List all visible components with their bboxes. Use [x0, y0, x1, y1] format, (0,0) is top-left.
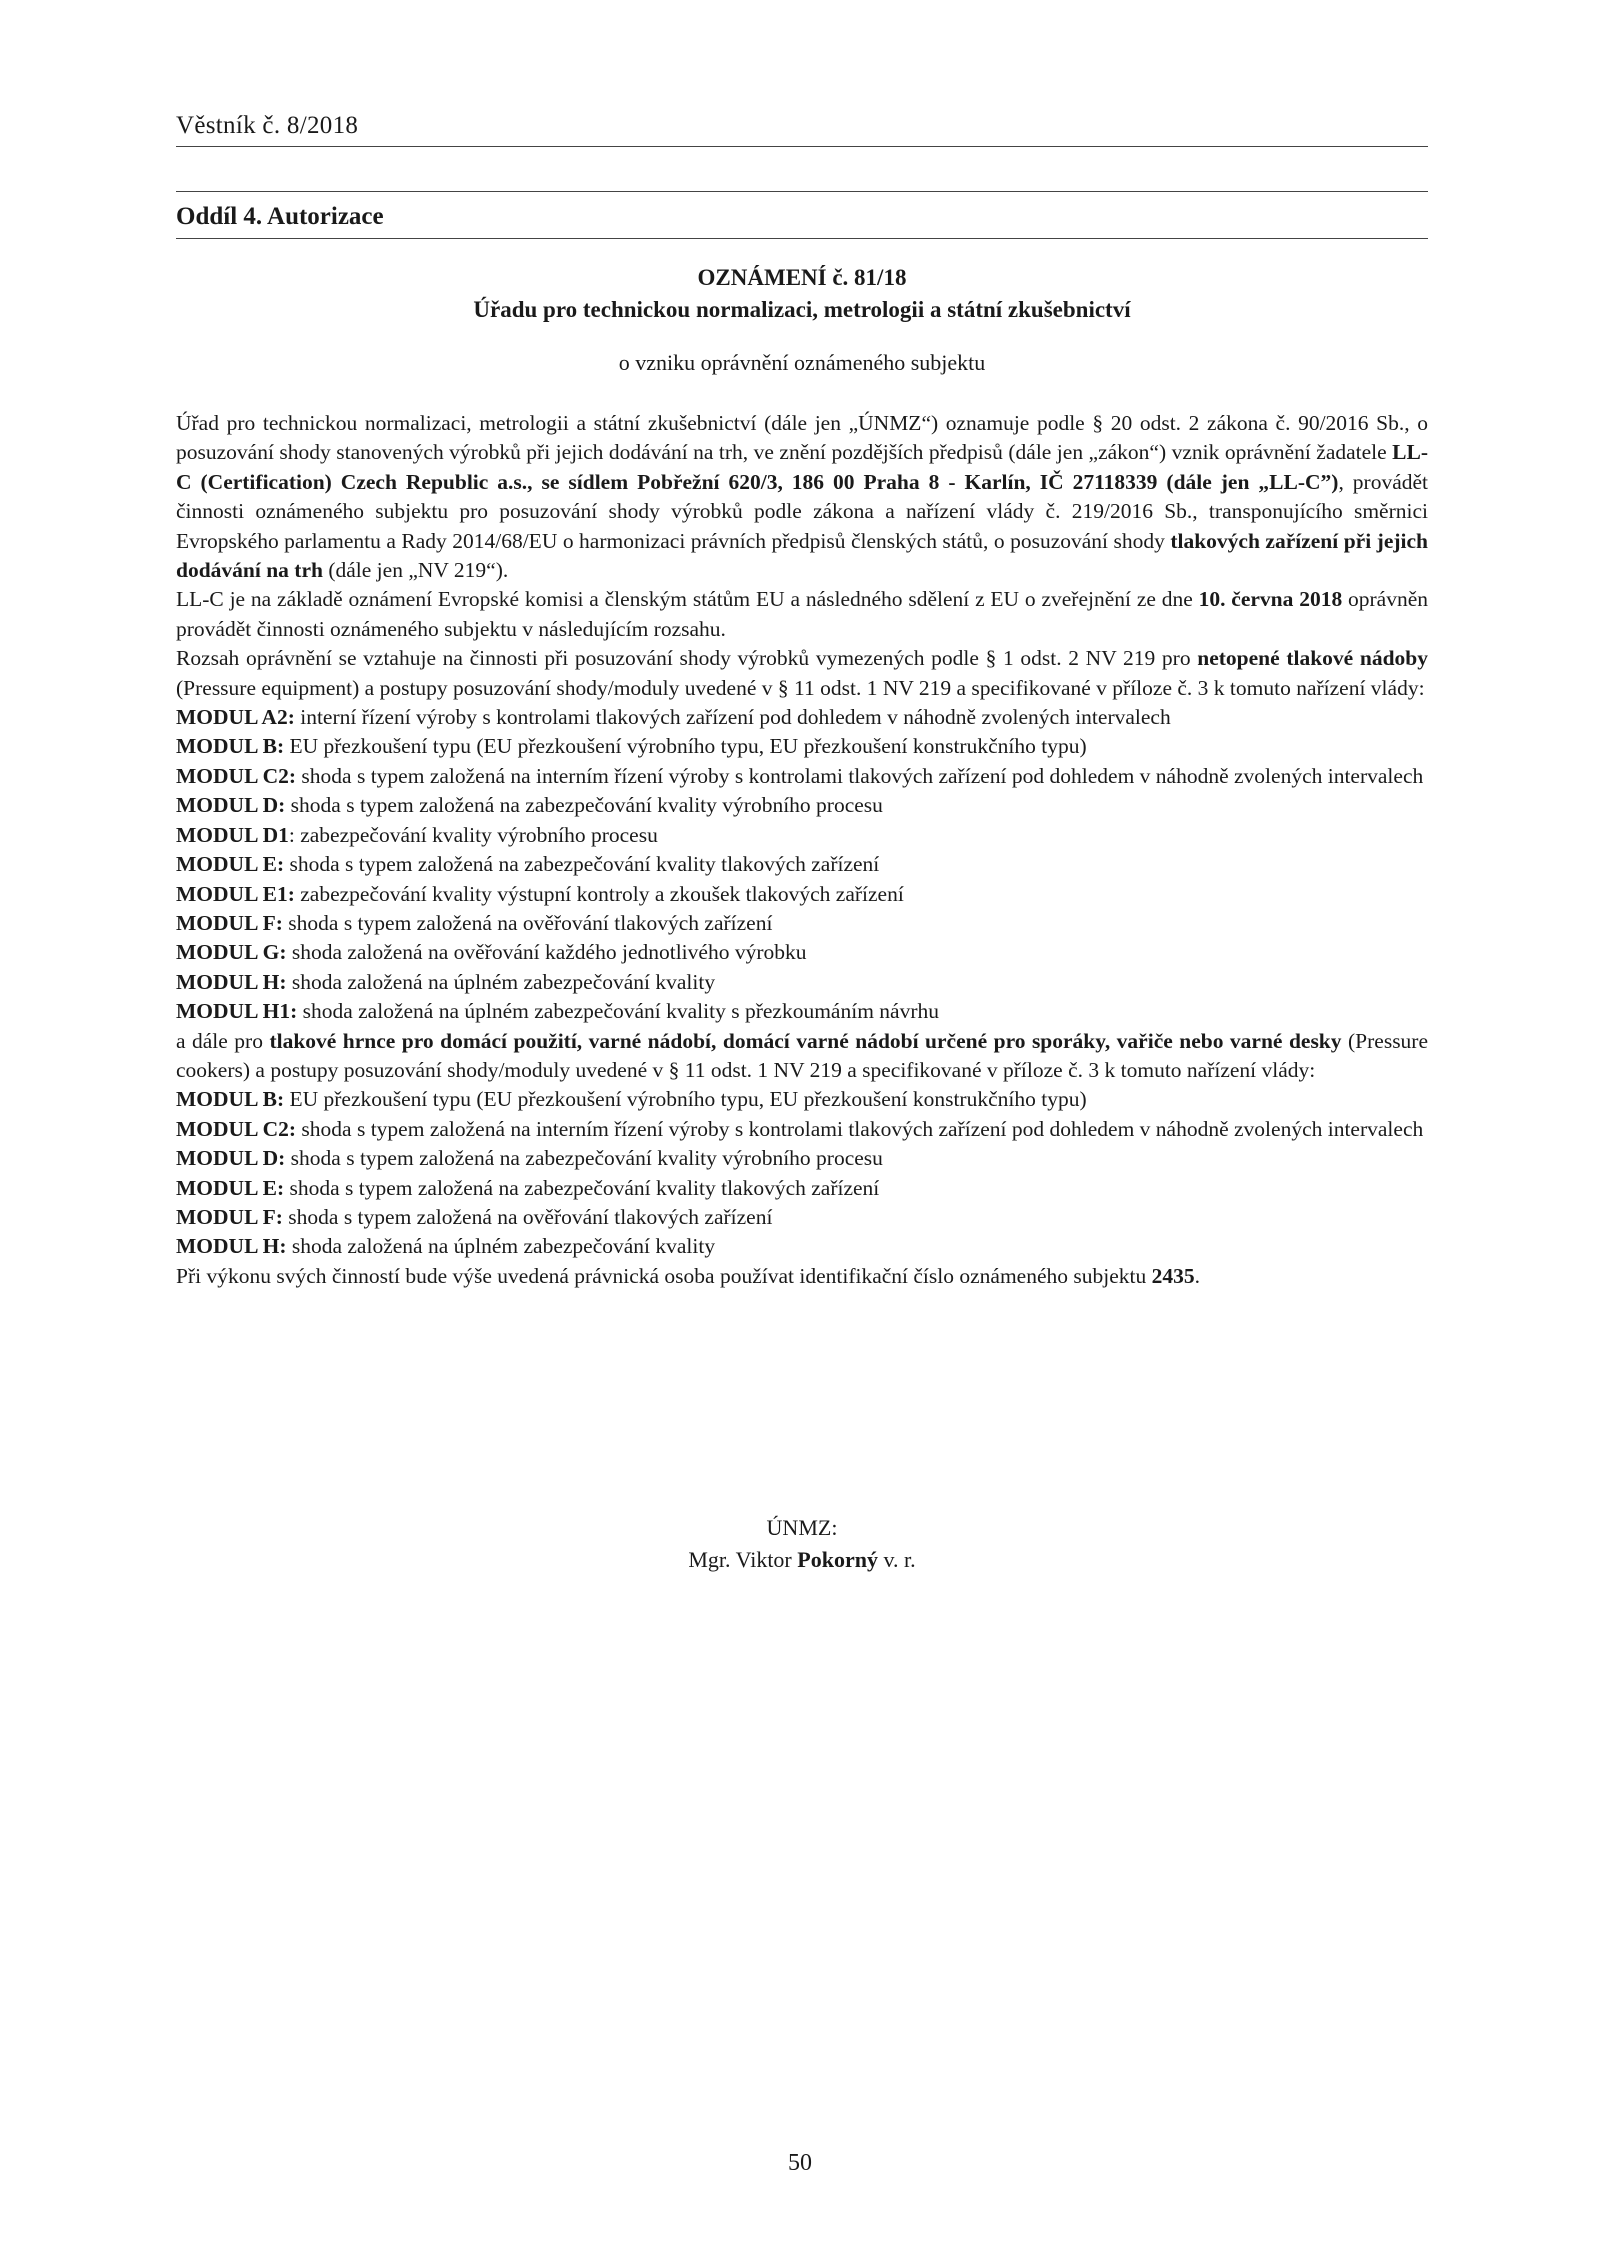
body-paragraph: [176, 1203, 1428, 1232]
bold-run: MODUL B:: [176, 1087, 285, 1112]
bold-run: MODUL D:: [176, 793, 286, 818]
text-run: .: [1194, 1263, 1201, 1288]
bold-run: MODUL H1:: [176, 999, 298, 1024]
text-run: interní řízení výroby s kontrolami tlakových zařízení pod dohledem v náhodně zvolených intervalech: [294, 705, 1171, 730]
text-run: shoda s typem založená na interním řízení výroby s kontrolami tlakových zařízení pod dohledem v náhodně zvolených intervalech: [296, 763, 1424, 788]
text-run: shoda s typem založená na zabezpečování kvality tlakových zařízení: [284, 1175, 880, 1200]
body-paragraph: [176, 644, 1428, 703]
body-paragraph: [176, 703, 1428, 732]
text-run: shoda s typem založená na interním řízení výroby s kontrolami tlakových zařízení pod dohledem v náhodně zvolených intervalech: [296, 1116, 1424, 1141]
text-run: EU přezkoušení typu (EU přezkoušení výrobního typu, EU přezkoušení konstrukčního typu): [284, 1087, 1087, 1112]
text-run: Úřad pro technickou normalizaci, metrologii a státní zkušebnictví (dále jen „ÚNMZ“) oznamuje podle § 20 odst. 2 zákona č. 90/2016 Sb., o posuzování shody stanovených výrobků při jejich dodávání na trh, ve znění pozdějších předpisů (dále jen „zákon“) vznik oprávnění žadatele: [176, 411, 1428, 465]
notice-body: [176, 409, 1428, 1291]
page-number: 50: [788, 2150, 812, 2176]
bold-run: MODUL F:: [176, 1204, 283, 1229]
body-paragraph: [176, 850, 1428, 879]
text-run: : zabezpečování kvality výrobního procesu: [288, 822, 658, 847]
section-rule-top: [176, 191, 1428, 192]
bold-run: tlakových zařízení při jejich dodávání na trh: [176, 528, 1428, 583]
signature-office: ÚNMZ:: [766, 1515, 838, 1540]
body-paragraph: [176, 762, 1428, 791]
body-paragraph: [176, 938, 1428, 967]
body-paragraph: [176, 997, 1428, 1026]
bold-run: MODUL B:: [176, 734, 285, 759]
bold-run: MODUL E:: [176, 852, 285, 877]
bold-run: MODUL A2:: [176, 705, 295, 730]
signature-surname: Pokorný: [797, 1547, 878, 1572]
bold-run: MODUL E1:: [176, 881, 295, 906]
signature-name-prefix: Mgr. Viktor: [688, 1547, 798, 1572]
bold-run: 10. června 2018: [1198, 587, 1343, 612]
bold-run: LL-C (Certification) Czech Republic a.s., se sídlem Pobřežní 620/3, 186 00 Praha 8 - Karlín, IČ 27118339 (dále jen „LL-C”): [176, 440, 1428, 494]
journal-header: Věstník č. 8/2018: [176, 112, 359, 139]
text-run: , provádět činnosti oznámeného subjektu pro posuzování shody výrobků podle zákona a nařízení vlády č. 219/2016 Sb., transponujícího směrnici Evropského parlamentu a Rady 2014/68/EU o harmonizaci právních předpisů členských států, o posuzování shody: [176, 469, 1429, 553]
text-run: shoda založená na úplném zabezpečování kvality s přezkoumáním návrhu: [297, 999, 940, 1024]
bold-run: netopené tlakové nádoby: [1197, 646, 1428, 671]
bold-run: MODUL C2:: [176, 763, 297, 788]
body-paragraph: [176, 585, 1428, 644]
body-paragraph: [176, 732, 1428, 761]
section-rule-bottom: [176, 238, 1428, 239]
bold-run: MODUL H:: [176, 1234, 287, 1259]
bold-run: tlakové hrnce pro domácí použití, varné nádobí, domácí varné nádobí určené pro sporáky, vařiče nebo varné desky: [269, 1028, 1342, 1053]
bold-run: MODUL D:: [176, 1146, 286, 1171]
bold-run: MODUL D1: [176, 822, 289, 847]
bold-run: MODUL C2:: [176, 1116, 297, 1141]
body-paragraph: [176, 1085, 1428, 1114]
bold-run: MODUL F:: [176, 910, 283, 935]
body-paragraph: [176, 880, 1428, 909]
text-run: shoda s typem založená na ověřování tlakových zařízení: [282, 1204, 773, 1229]
bold-run: MODUL G:: [176, 940, 287, 965]
text-run: oprávněn provádět činnosti oznámeného subjektu v následujícím rozsahu.: [176, 587, 1429, 641]
section-title: Oddíl 4. Autorizace: [176, 203, 384, 230]
text-run: shoda založená na úplném zabezpečování kvality: [286, 1234, 716, 1259]
notice-subject: o vzniku oprávnění oznámeného subjektu: [618, 350, 986, 375]
body-paragraph: [176, 968, 1428, 997]
notice-number: OZNÁMENÍ č. 81/18: [697, 265, 907, 290]
text-run: EU přezkoušení typu (EU přezkoušení výrobního typu, EU přezkoušení konstrukčního typu): [284, 734, 1087, 759]
text-run: LL-C je na základě oznámení Evropské komisi a členským státům EU a následného sdělení z EU o zveřejnění ze dne: [176, 587, 1199, 612]
signature-block: [176, 1512, 1428, 1576]
text-run: shoda založená na úplném zabezpečování kvality: [286, 969, 716, 994]
body-paragraph: [176, 1144, 1428, 1173]
text-run: shoda s typem založená na zabezpečování kvality výrobního procesu: [285, 1146, 883, 1171]
text-run: shoda s typem založená na zabezpečování kvality výrobního procesu: [285, 793, 883, 818]
notice-heading: [176, 262, 1428, 326]
header-rule: [176, 146, 1428, 147]
body-paragraph: [176, 1262, 1428, 1291]
body-paragraph: [176, 409, 1428, 585]
bold-run: MODUL E:: [176, 1175, 285, 1200]
text-run: Rozsah oprávnění se vztahuje na činnosti při posuzování shody výrobků vymezených podle § 1 odst. 2 NV 219 pro: [176, 646, 1198, 671]
notice-issuer: Úřadu pro technickou normalizaci, metrologii a státní zkušebnictví: [473, 297, 1131, 322]
text-run: shoda s typem založená na zabezpečování kvality tlakových zařízení: [284, 852, 880, 877]
body-paragraph: [176, 1115, 1428, 1144]
body-paragraph: [176, 1174, 1428, 1203]
body-paragraph: [176, 1027, 1428, 1086]
text-run: (Pressure cookers) a postupy posuzování shody/moduly uvedené v § 11 odst. 1 NV 219 a specifikované v příloze č. 3 k tomuto nařízení vlády:: [176, 1028, 1429, 1082]
bold-run: MODUL H:: [176, 969, 287, 994]
body-paragraph: [176, 909, 1428, 938]
text-run: (Pressure equipment) a postupy posuzování shody/moduly uvedené v § 11 odst. 1 NV 219 a specifikované v příloze č. 3 k tomuto nařízení vlády:: [176, 675, 1425, 700]
signature-name: [176, 1544, 1428, 1576]
text-run: Při výkonu svých činností bude výše uvedená právnická osoba používat identifikační číslo oznámeného subjektu: [176, 1263, 1152, 1288]
text-run: a dále pro: [176, 1028, 270, 1053]
text-run: shoda s typem založená na ověřování tlakových zařízení: [282, 910, 773, 935]
body-paragraph: [176, 821, 1428, 850]
body-paragraph: [176, 791, 1428, 820]
text-run: (dále jen „NV 219“).: [322, 558, 509, 583]
bold-run: 2435: [1151, 1263, 1195, 1288]
signature-name-suffix: v. r.: [877, 1547, 916, 1572]
text-run: zabezpečování kvality výstupní kontroly a zkoušek tlakových zařízení: [294, 881, 904, 906]
text-run: shoda založená na ověřování každého jednotlivého výrobku: [286, 940, 807, 965]
body-paragraph: [176, 1232, 1428, 1261]
